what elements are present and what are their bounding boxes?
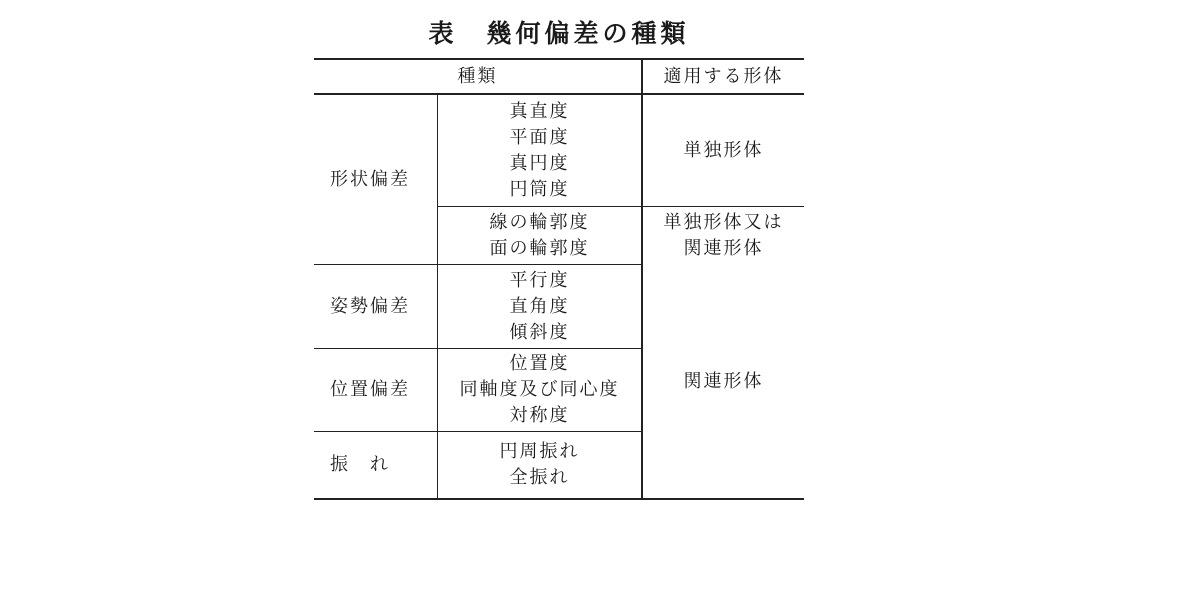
category-form: [314, 95, 437, 264]
category-form-label: 形状偏差: [330, 168, 410, 190]
category-runout: [314, 432, 437, 498]
feature-text: 関連形体: [683, 370, 764, 392]
items-location: [438, 349, 641, 431]
items-orientation: [438, 265, 641, 348]
list-item: 傾斜度: [509, 321, 570, 343]
category-location-label: 位置偏差: [330, 379, 410, 400]
header-applicable-feature-text: 適用する形体: [663, 65, 784, 87]
header-kind-text: 種類: [457, 65, 498, 87]
items-form: [438, 95, 641, 206]
list-item: 真直度: [509, 100, 570, 122]
feature-text: 単独形体又は: [663, 211, 784, 233]
feature-text: 関連形体: [683, 237, 764, 259]
feature-single-or-related: [643, 207, 804, 264]
category-runout-label: 振 れ: [330, 454, 390, 475]
list-item: 直角度: [509, 295, 570, 317]
category-location: [314, 349, 437, 431]
list-item: 全振れ: [509, 467, 570, 488]
list-item: 同軸度及び同心度: [459, 379, 620, 400]
table-title: 表 幾何偏差の種類: [428, 19, 690, 48]
header-applicable-feature: [643, 60, 804, 93]
list-item: 円周振れ: [499, 441, 580, 462]
feature-text: 単独形体: [683, 139, 764, 161]
list-item: 平行度: [509, 269, 570, 291]
list-item: 平面度: [509, 126, 570, 148]
geometric-tolerance-table: [314, 58, 804, 500]
feature-related: [643, 265, 804, 498]
items-runout: [438, 432, 641, 498]
list-item: 対称度: [509, 405, 570, 426]
header-kind: [314, 60, 641, 93]
category-orientation-label: 姿勢偏差: [330, 295, 410, 317]
list-item: 真円度: [509, 152, 570, 174]
feature-single: [643, 95, 804, 206]
list-item: 面の輪郭度: [489, 237, 590, 259]
list-item: 線の輪郭度: [489, 211, 590, 233]
list-item: 位置度: [509, 353, 570, 374]
bottom-rule: [314, 498, 804, 500]
items-profile: [438, 207, 641, 264]
list-item: 円筒度: [509, 178, 570, 200]
category-orientation: [314, 265, 437, 348]
